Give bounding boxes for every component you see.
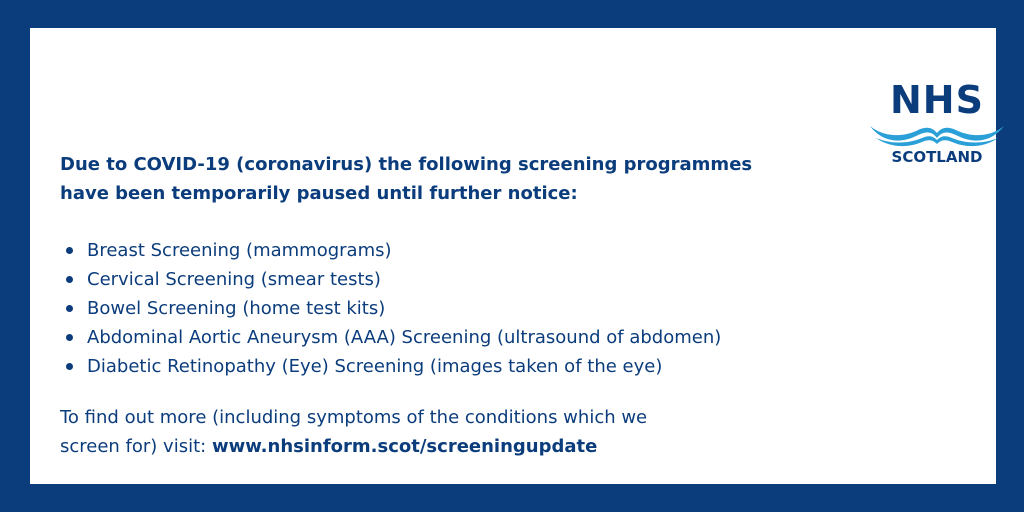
screening-update-link[interactable]: www.nhsinform.scot/screeningupdate bbox=[211, 436, 598, 457]
nhs-scotland-logo bbox=[868, 80, 1006, 174]
bullet-icon bbox=[66, 334, 73, 341]
footer-line-2-prefix: screen for) visit: bbox=[60, 436, 212, 457]
programme-label: Cervical Screening (smear tests) bbox=[87, 269, 381, 290]
bullet-icon bbox=[66, 247, 73, 254]
footer-line-1: To find out more (including symptoms of the conditions which we bbox=[60, 407, 648, 428]
bullet-icon bbox=[66, 276, 73, 283]
programme-label: Bowel Screening (home test kits) bbox=[87, 298, 386, 319]
headline-line-1: Due to COVID-19 (coronavirus) the following screening programmes bbox=[60, 154, 753, 175]
list-item bbox=[60, 236, 820, 265]
logo-title: NHS bbox=[890, 78, 984, 122]
list-item bbox=[60, 323, 820, 352]
logo-subtitle: SCOTLAND bbox=[891, 148, 983, 166]
programme-label: Breast Screening (mammograms) bbox=[87, 240, 392, 261]
more-info-text bbox=[60, 403, 760, 461]
programme-label: Diabetic Retinopathy (Eye) Screening (images taken of the eye) bbox=[87, 356, 663, 377]
notice-card bbox=[30, 28, 996, 484]
list-item bbox=[60, 294, 820, 323]
wave-icon bbox=[868, 120, 1006, 150]
list-item bbox=[60, 352, 820, 381]
bullet-icon bbox=[66, 305, 73, 312]
notice-headline bbox=[60, 150, 820, 208]
programme-label: Abdominal Aortic Aneurysm (AAA) Screening (ultrasound of abdomen) bbox=[87, 327, 722, 348]
bullet-icon bbox=[66, 363, 73, 370]
list-item bbox=[60, 265, 820, 294]
notice-content bbox=[60, 150, 820, 461]
headline-line-2: have been temporarily paused until further notice: bbox=[60, 183, 578, 204]
programme-list bbox=[60, 236, 820, 381]
